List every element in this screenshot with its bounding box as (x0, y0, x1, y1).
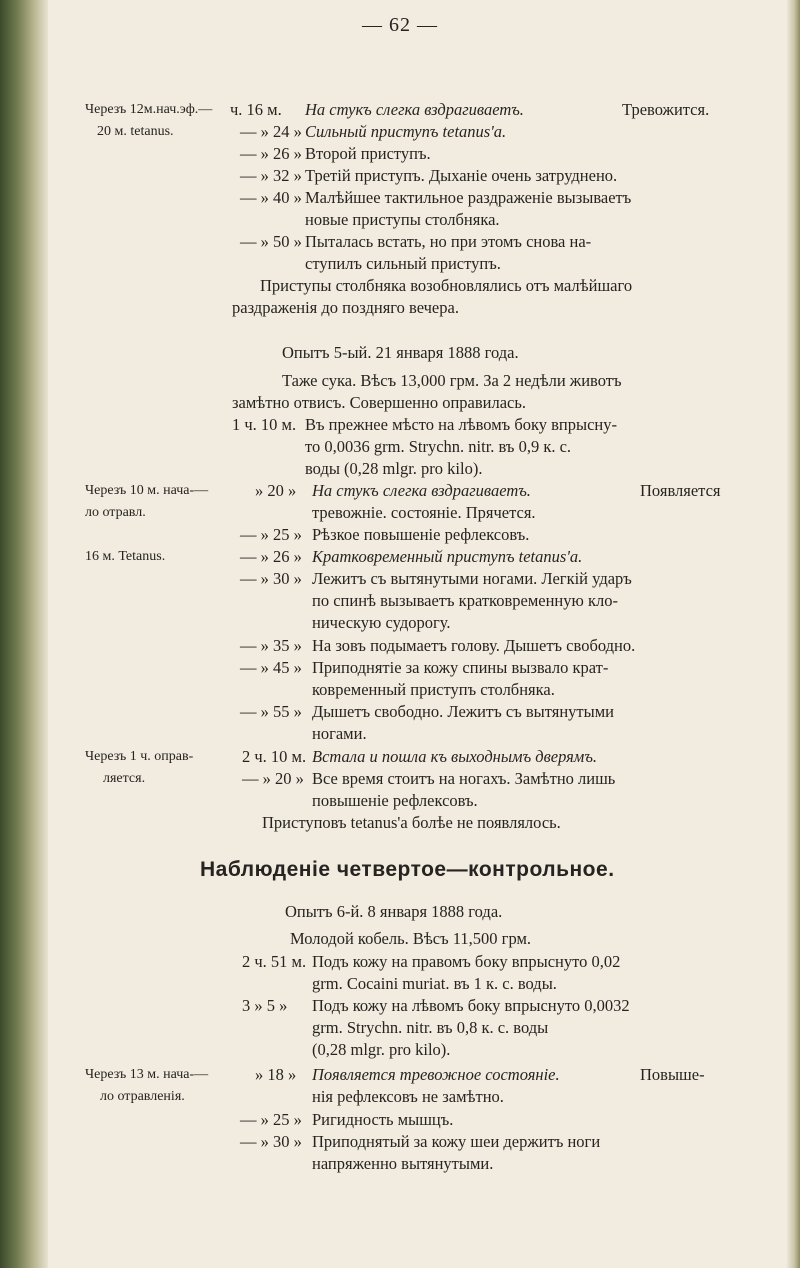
paragraph-line: Приступы столбняка возобновлялись отъ малѣйшаго (260, 276, 633, 295)
time-mark: — » 45 » (240, 658, 302, 677)
entry-text: Дышетъ свободно. Лежитъ съ вытянутыми (312, 702, 614, 721)
entry-text: воды (0,28 mlgr. pro kilo). (305, 459, 483, 478)
margin-note: Черезъ 10 м. нача-— (85, 483, 209, 498)
entry-text: Приподнятіе за кожу спины вызвало крат- (312, 658, 609, 677)
entry-text: Повыше- (640, 1065, 705, 1084)
time-mark: 1 ч. 10 м. (232, 415, 297, 434)
time-mark: 2 ч. 10 м. (242, 747, 307, 766)
entry-text: На стукъ слегка вздрагиваетъ. (312, 481, 531, 500)
time-mark: » 18 » (255, 1065, 297, 1084)
page-number: — 62 — (362, 14, 438, 36)
entry-text: Рѣзкое повышеніе рефлексовъ. (312, 525, 530, 544)
entry-text: ническую судорогу. (312, 613, 451, 632)
experiment-title: Опытъ 6-й. 8 января 1888 года. (285, 902, 503, 921)
entry-text: (0,28 mlgr. pro kilo). (312, 1040, 451, 1059)
entry-text: На зовъ подымаетъ голову. Дышетъ свободно. (312, 636, 636, 655)
entry-text: Сильный приступъ tetanus'а. (305, 122, 507, 141)
time-mark: — » 40 » (240, 188, 302, 207)
time-mark: — » 26 » (240, 547, 302, 566)
time-mark: » 20 » (255, 481, 297, 500)
time-mark: — » 24 » (240, 122, 302, 141)
entry-text: повышеніе рефлексовъ. (312, 791, 478, 810)
entry-text: Третій приступъ. Дыханіе очень затруднено. (305, 166, 618, 185)
paragraph-line: Приступовъ tetanus'а болѣе не появлялось. (262, 813, 561, 832)
time-mark: — » 20 » (242, 769, 304, 788)
time-mark: — » 32 » (240, 166, 302, 185)
entry-text: Подъ кожу на правомъ боку впрыснуто 0,02 (312, 952, 621, 971)
time-mark: ч. 16 м. (230, 100, 282, 119)
entry-text: Въ прежнее мѣсто на лѣвомъ боку впрысну- (305, 415, 618, 434)
entry-text: grm. Cocaini muriat. въ 1 к. с. воды. (312, 974, 557, 993)
entry-text: Пыталась встать, но при этомъ снова на- (305, 232, 592, 251)
entry-text: тревожніе. состояніе. Прячется. (312, 503, 536, 522)
entry-text: ступилъ сильный приступъ. (305, 254, 501, 273)
margin-note: ло отравл. (85, 505, 146, 520)
time-mark: — » 26 » (240, 144, 302, 163)
time-mark: — » 25 » (240, 525, 302, 544)
margin-note: 20 м. tetanus. (97, 124, 174, 139)
margin-note: Черезъ 1 ч. оправ- (85, 749, 194, 764)
entry-text: На стукъ слегка вздрагиваетъ. (305, 100, 524, 119)
entry-text: Встала и пошла къ выходнымъ дверямъ. (312, 747, 598, 766)
paragraph-line: Таже сука. Вѣсъ 13,000 грм. За 2 недѣли животъ (282, 371, 622, 390)
entry-text: Приподнятый за кожу шеи держитъ ноги (312, 1132, 601, 1151)
section-heading: Наблюденіе четвертое—контрольное. (200, 858, 615, 881)
entry-text: Малѣйшее тактильное раздраженіе вызываетъ (305, 188, 632, 207)
page-edge-shadow (786, 0, 800, 1268)
book-spine-shadow (0, 0, 48, 1268)
entry-text: ногами. (312, 724, 367, 743)
entry-text: то 0,0036 grm. Strychn. nitr. въ 0,9 к. с. (305, 437, 572, 456)
margin-note: ляется. (103, 771, 146, 786)
entry-text: напряженно вытянутыми. (312, 1154, 494, 1173)
paragraph-line: замѣтно отвисъ. Совершенно оправилась. (232, 393, 527, 412)
entry-text: по спинѣ вызываетъ кратковременную кло- (312, 591, 618, 610)
entry-text: grm. Strychn. nitr. въ 0,8 к. с. воды (312, 1018, 549, 1037)
entry-text: Лежитъ съ вытянутыми ногами. Легкій ударъ (312, 569, 632, 588)
margin-note: Черезъ 13 м. нача-— (85, 1067, 209, 1082)
entry-text: новые приступы столбняка. (305, 210, 500, 229)
paragraph-line: раздраженія до поздняго вечера. (232, 298, 459, 317)
time-mark: — » 30 » (240, 569, 302, 588)
entry-text: ковременный приступъ столбняка. (312, 680, 555, 699)
time-mark: — » 35 » (240, 636, 302, 655)
entry-text: Тревожится. (622, 100, 710, 119)
entry-text: Кратковременный приступъ tetanus'а. (312, 547, 583, 566)
experiment-title: Опытъ 5-ый. 21 января 1888 года. (282, 343, 519, 362)
entry-text: Появляется тревожное состояніе. (312, 1065, 560, 1084)
entry-text: Подъ кожу на лѣвомъ боку впрыснуто 0,0032 (312, 996, 630, 1015)
entry-text: Все время стоитъ на ногахъ. Замѣтно лишь (312, 769, 616, 788)
time-mark: — » 30 » (240, 1132, 302, 1151)
margin-note: 16 м. Tetanus. (85, 549, 166, 564)
time-mark: — » 55 » (240, 702, 302, 721)
time-mark: — » 50 » (240, 232, 302, 251)
paragraph-line: Молодой кобель. Вѣсъ 11,500 грм. (290, 929, 532, 948)
time-mark: 2 ч. 51 м. (242, 952, 307, 971)
entry-text: Появляется (640, 481, 721, 500)
time-mark: 3 » 5 » (242, 996, 288, 1015)
time-mark: — » 25 » (240, 1110, 302, 1129)
entry-text: нія рефлексовъ не замѣтно. (312, 1087, 504, 1106)
entry-text: Второй приступъ. (305, 144, 431, 163)
margin-note: ло отравленія. (100, 1089, 185, 1104)
margin-note: Черезъ 12м.нач.эф.— (85, 102, 213, 117)
entry-text: Ригидность мышцъ. (312, 1110, 454, 1129)
